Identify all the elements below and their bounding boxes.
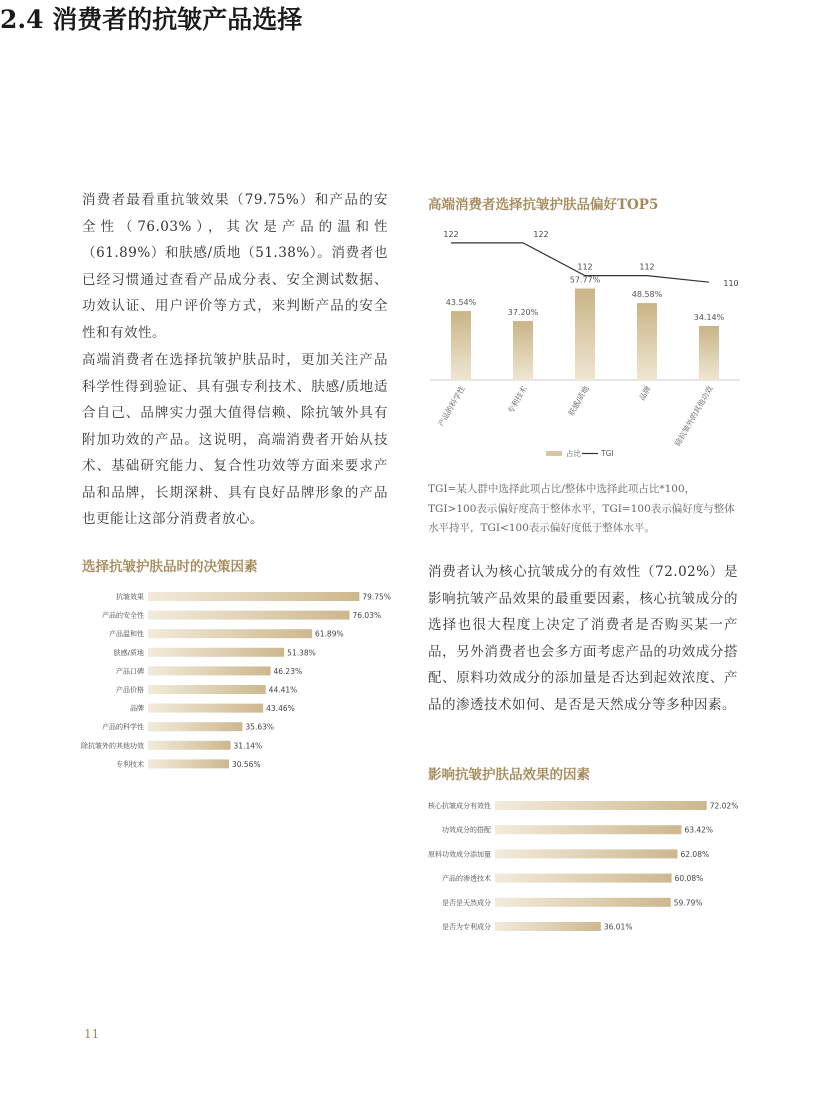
- tgi-label-3: 112: [639, 262, 655, 272]
- bar-0: [495, 801, 707, 810]
- bar-2: [575, 289, 595, 380]
- category-label-0: 核心抗皱成分有效性: [428, 802, 491, 810]
- category-label-5: 产品价格: [116, 686, 144, 694]
- category-label-1: 功效成分的搭配: [442, 826, 491, 835]
- tick-label-0: 产品的科学性: [436, 384, 467, 428]
- value-label-0: 79.75%: [362, 592, 391, 602]
- bar-0: [148, 592, 359, 601]
- tgi-note: TGI=某人群中选择此项占比/整体中选择此项占比*100，TGI>100表示偏好度高于整体水平，TGI=100表示偏好度与整体水平持平，TGI<100表示偏好度低于整体水平。: [428, 483, 735, 534]
- value-label-1: 76.03%: [352, 611, 382, 621]
- bar-0: [451, 311, 471, 380]
- value-label-8: 31.14%: [233, 741, 263, 751]
- paragraph-high-end-consumers: 高端消费者在选择抗皱护肤品时，更加关注产品科学性得到验证、具有强专利技术、肤感/质地适合自己、品牌实力强大值得信赖、除抗皱外具有附加功效的产品。这说明，高端消费者开始从技术、基础研究能力、复合性功效等方面来要求产品和品牌，长期深耕、具有良好品牌形象的产品也更能让这部分消费者放心。: [82, 352, 388, 527]
- value-label-2: 62.08%: [680, 849, 710, 859]
- paragraph-decision-factors: 消费者最看重抗皱效果（79.75%）和产品的安全性（76.03%），其次是产品的温和性（61.89%）和肤感/质地（51.38%）。消费者也已经习惯通过查看产品成分表、安全测试数据、功效认证、用户评价等方式，来判断产品的安全性和有效性。: [82, 192, 388, 341]
- category-label-8: 除抗皱外的其他功效: [81, 741, 144, 750]
- category-label-2: 产品温和性: [109, 630, 144, 639]
- bar-label-2: 57.77%: [569, 275, 601, 285]
- bar-4: [148, 666, 271, 675]
- tick-label-2: 肤感/质地: [566, 384, 591, 418]
- bar-label-3: 48.58%: [631, 290, 663, 300]
- category-label-1: 产品的安全性: [102, 611, 144, 620]
- efficacy-factors-chart: [424, 795, 754, 937]
- bar-3: [495, 874, 672, 883]
- category-label-3: 肤感/质地: [113, 648, 144, 657]
- value-label-2: 61.89%: [315, 629, 344, 639]
- bar-label-0: 43.54%: [445, 298, 477, 308]
- bar-4: [699, 326, 719, 380]
- value-label-7: 35.63%: [245, 722, 275, 732]
- category-label-4: 产品口碑: [116, 667, 144, 676]
- bar-3: [637, 303, 657, 380]
- paragraph-efficacy-factors: 消费者认为核心抗皱成分的有效性（72.02%）是影响抗皱产品效果的最重要因素，核心抗皱成分的选择也很大程度上决定了消费者是否购买某一产品，另外消费者也会多方面考虑产品的功效成分搭配、原料功效成分的添加量是否达到起效浓度、产品的渗透技术如何、是否是天然成分等多种因素。: [428, 564, 738, 713]
- bar-9: [148, 759, 229, 768]
- value-label-0: 72.02%: [709, 801, 739, 811]
- value-label-3: 51.38%: [287, 648, 316, 658]
- tick-label-1: 专利技术: [505, 384, 529, 415]
- tgi-label-4: 110: [723, 279, 739, 289]
- value-label-6: 43.46%: [266, 704, 295, 714]
- top5-preference-chart: [420, 215, 750, 470]
- bar-6: [148, 704, 263, 713]
- bar-1: [148, 611, 349, 620]
- bar-4: [495, 898, 671, 907]
- legend-label-share: 占比: [566, 449, 581, 458]
- bar-2: [495, 849, 678, 858]
- tgi-label-2: 112: [577, 262, 593, 272]
- value-label-5: 44.41%: [268, 685, 298, 695]
- decision-factors-chart-title: 选择抗皱护肤品时的决策因素: [82, 559, 258, 575]
- bar-3: [148, 648, 284, 657]
- tick-label-3: 品牌: [637, 384, 653, 402]
- value-label-5: 36.01%: [603, 922, 633, 932]
- category-label-5: 是否为专利成分: [442, 923, 491, 931]
- category-label-2: 原料功效成分添加量: [428, 850, 491, 859]
- category-label-0: 抗皱效果: [116, 593, 144, 601]
- value-label-1: 63.42%: [684, 825, 714, 835]
- bar-label-4: 34.14%: [693, 312, 725, 322]
- value-label-9: 30.56%: [231, 759, 261, 769]
- bar-1: [513, 321, 533, 380]
- bar-7: [148, 722, 242, 731]
- bar-label-1: 37.20%: [507, 308, 539, 318]
- category-label-3: 产品的渗透技术: [442, 874, 491, 883]
- legend-label-tgi: TGI: [601, 449, 614, 458]
- tgi-label-1: 122: [533, 229, 549, 239]
- category-label-9: 专利技术: [116, 760, 144, 769]
- bar-8: [148, 741, 231, 750]
- tick-label-4: 除抗皱外的其他功效: [673, 384, 715, 448]
- bar-5: [495, 922, 601, 931]
- bar-2: [148, 629, 312, 638]
- page-title: 2.4 消费者的抗皱产品选择: [0, 5, 303, 34]
- category-label-6: 品牌: [130, 704, 144, 713]
- efficacy-factors-chart-title: 影响抗皱护肤品效果的因素: [428, 767, 590, 783]
- value-label-4: 59.79%: [673, 898, 703, 908]
- category-label-4: 是否是天然成分: [442, 898, 491, 907]
- legend-swatch-share: [546, 451, 562, 456]
- tgi-label-0: 122: [443, 229, 459, 239]
- bar-5: [148, 685, 266, 694]
- category-label-7: 产品的科学性: [102, 723, 144, 732]
- top5-chart-title: 高端消费者选择抗皱护肤品偏好TOP5: [428, 197, 659, 213]
- bar-1: [495, 825, 681, 834]
- value-label-4: 46.23%: [273, 666, 303, 676]
- page-number: 11: [84, 1027, 100, 1041]
- decision-factors-chart: [76, 585, 406, 775]
- value-label-3: 60.08%: [674, 874, 704, 884]
